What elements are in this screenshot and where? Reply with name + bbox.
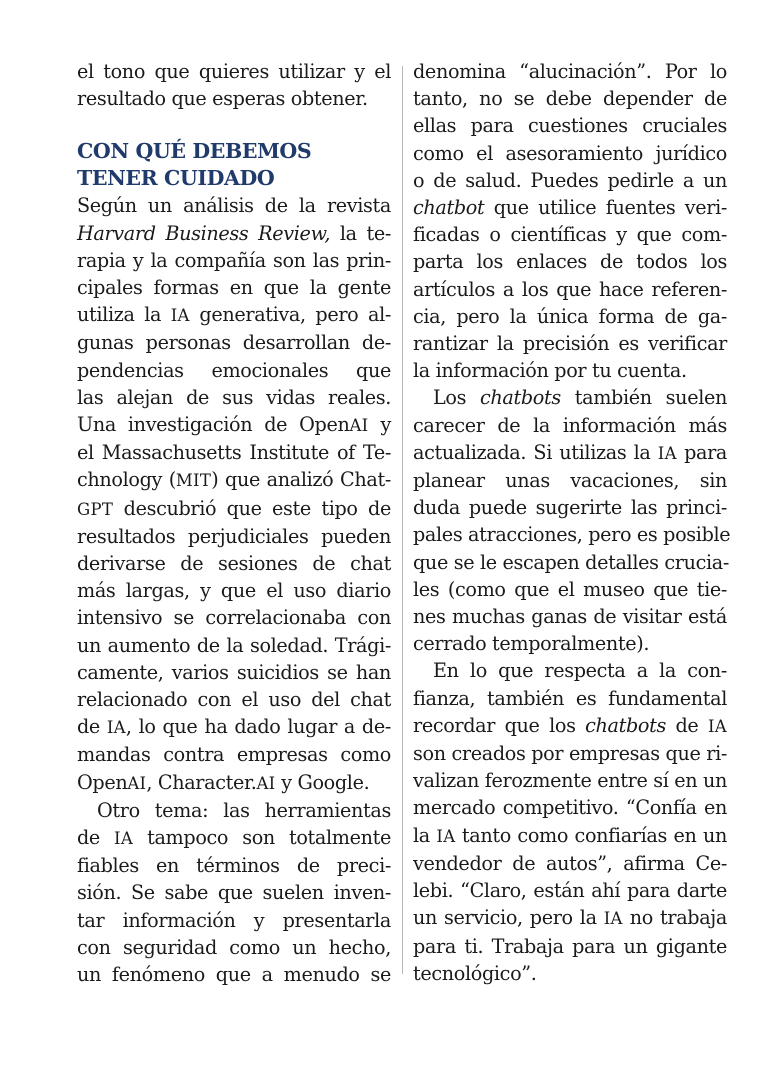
text-line: pendencias emocionales que [77, 358, 391, 382]
paragraph-outdated-info [413, 384, 731, 657]
right-column [413, 58, 731, 987]
paragraph-hallucination [413, 58, 727, 384]
text-line: ficadas o científicas y que com- [413, 223, 727, 247]
text-line: fianza, también es fundamental [413, 686, 727, 710]
text-line: gunas personas desarrollan de- [77, 331, 391, 355]
text-line: Una investigación de OpenAI y [77, 413, 391, 437]
text-line: artículos a los que hace referen- [413, 277, 727, 301]
text-line: chatbot que utilice fuentes veri- [413, 196, 727, 220]
text-line: el tono que quieres utilizar y el [77, 60, 391, 83]
text-line: la información por tu cuenta. [413, 359, 687, 383]
text-line: como el asesoramiento jurídico [413, 141, 727, 165]
publication-title: Harvard Business Review, [77, 221, 331, 245]
text-line: un servicio, pero la IA no trabaja [413, 906, 727, 930]
text-line: chnology (MIT) que analizó Chat- [77, 468, 391, 492]
text-line: relacionado con el uso del chat [77, 688, 391, 712]
text-line: resultados perjudiciales pueden [77, 524, 391, 548]
text-line: tar información y presentarla [77, 908, 391, 932]
left-column [77, 58, 391, 988]
heading-line: CON QUÉ DEBEMOS [77, 139, 312, 164]
text-line: tanto, no se debe depender de [413, 87, 727, 111]
section-heading [77, 138, 391, 192]
text-line: cia, pero la única forma de ga- [413, 304, 727, 328]
text-line: duda puede sugerirte las princi- [413, 496, 727, 520]
text-line: vendedor de autos”, afirma Ce- [413, 851, 727, 875]
heading-line: TENER CUIDADO [77, 166, 275, 191]
text-line: OpenAI, Character.AI y Google. [77, 770, 370, 794]
text-line: nes muchas ganas de visitar está [413, 605, 727, 629]
text-line: más largas, y que el uso diario [77, 579, 391, 603]
paragraph-precision [77, 797, 391, 988]
column-divider [402, 66, 403, 974]
text-line: para ti. Trabaja para un gigante [413, 934, 727, 958]
text-line: de IA tampoco son totalmente [77, 826, 391, 850]
text-line: En lo que respecta a la con- [433, 659, 727, 683]
text-line: pales atracciones, pero es posible [413, 523, 731, 547]
text-line: carecer de la información más [413, 413, 727, 437]
text-line: Los chatbots también suelen [433, 386, 727, 410]
text-line: actualizada. Si utilizas la IA para [413, 440, 727, 464]
text-line: parta los enlaces de todos los [413, 250, 727, 274]
text-line: el Massachusetts Institute of Te- [77, 441, 391, 465]
text-line: cipales formas en que la gente [77, 276, 391, 300]
text-line: lebi. “Claro, están ahí para darte [413, 879, 727, 903]
text-line: tecnológico”. [413, 961, 537, 985]
text-line: son creados por empresas que ri- [413, 742, 727, 766]
text-line: con seguridad como un hecho, [77, 935, 391, 959]
text-line: Según un análisis de la revista [77, 194, 391, 218]
text-line: recordar que los chatbots de IA [413, 713, 728, 737]
text-line: les (como que el museo que tie- [413, 577, 727, 601]
paragraph-trust [413, 657, 727, 986]
text-line: rantizar la precisión es verificar [413, 332, 727, 356]
text-line: o de salud. Puedes pedirle a un [413, 168, 727, 192]
text-line: rapia y la compañía son las prin- [77, 248, 391, 272]
text-line: que se le escapen detalles crucia- [413, 550, 730, 574]
text-line: las alejan de sus vidas reales. [77, 385, 391, 409]
text-line: sión. Se sabe que suelen inven- [77, 881, 391, 905]
text-line: de IA, lo que ha dado lugar a de- [77, 715, 392, 739]
paragraph-harvard [77, 192, 391, 796]
text-line: resultado que esperas obtener. [77, 87, 368, 111]
text-line: camente, varios suicidios se han [77, 660, 391, 684]
text-line: Otro tema: las herramientas [97, 798, 391, 822]
text-line: utiliza la IA generativa, pero al- [77, 303, 392, 327]
text-line: mercado competitivo. “Confía en [413, 796, 727, 820]
text-line: mandas contra empresas como [77, 743, 391, 767]
text-line: cerrado temporalmente). [413, 632, 650, 656]
text-line: un fenómeno que a menudo se [77, 963, 391, 987]
text-line: un aumento de la soledad. Trági- [77, 633, 391, 657]
text-line: GPT descubrió que este tipo de [77, 496, 391, 520]
text-line: la IA tanto como confiarías en un [413, 823, 727, 847]
intro-paragraph [77, 58, 391, 112]
text-line: denomina “alucinación”. Por lo [413, 60, 727, 83]
text-line: planear unas vacaciones, sin [413, 469, 727, 493]
text-line: fiables en términos de preci- [77, 854, 391, 878]
text-line: intensivo se correlacionaba con [77, 606, 391, 630]
text-line: ellas para cuestiones cruciales [413, 114, 727, 138]
text-line: derivarse de sesiones de chat [77, 552, 391, 576]
text-line: valizan ferozmente entre sí en un [413, 769, 728, 793]
text-line: Harvard Business Review, la te- [77, 221, 392, 245]
